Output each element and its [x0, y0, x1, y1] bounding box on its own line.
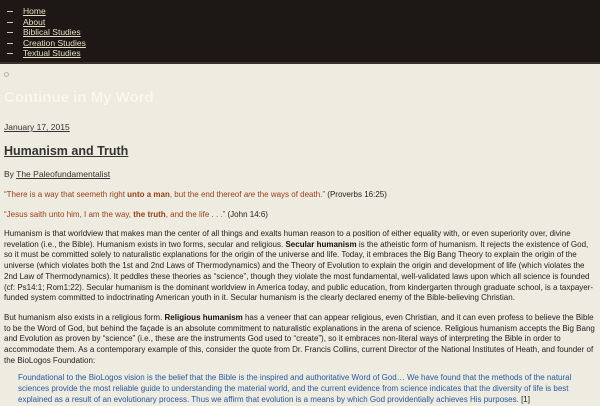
top-navigation: [0, 0, 600, 64]
verse2-part2: , and the life . . .”: [165, 210, 226, 219]
post-date[interactable]: January 17, 2015: [4, 122, 70, 132]
nav-menu: [0, 0, 600, 59]
post-title[interactable]: Humanism and Truth: [4, 144, 129, 158]
nav-link-home[interactable]: Home: [23, 6, 46, 16]
bullet-icon: [4, 72, 9, 77]
nav-item-about[interactable]: [23, 17, 600, 28]
para2-text1: But humanism also exists in a religious form.: [4, 312, 165, 322]
nav-link-creation-studies[interactable]: Creation Studies: [23, 37, 86, 48]
nav-link-about[interactable]: About: [23, 16, 46, 27]
para2-bold: Religious humanism: [164, 312, 243, 322]
nav-link-biblical-studies[interactable]: Biblical Studies: [23, 27, 81, 37]
para1-bold: Secular humanism: [285, 239, 357, 249]
verse1-italic: are: [243, 190, 256, 199]
nav-item-biblical-studies[interactable]: [23, 27, 600, 38]
nav-item-creation-studies[interactable]: [23, 38, 600, 49]
site-title[interactable]: Continue in My Word: [4, 89, 154, 106]
quote-text: Foundational to the BioLogos vision is the belief that the Bible is the inspired and authoritative Word of God… We have found that the methods of the natural sciences provide the most reliable guide to understanding the material world, and the current evidence from science indicates that the diversity of life is best explained as a result of an evolutionary process. Thus we affirm that evolution is a means by which God providentially achieves His purposes.: [18, 373, 572, 405]
blockquote-collins: [18, 373, 600, 405]
post-content: [4, 117, 596, 406]
verse1-part2: , but the end thereof: [169, 190, 244, 199]
paragraph-religious-humanism: [4, 313, 596, 367]
author-link[interactable]: The Paleofundamentalist: [16, 169, 111, 179]
para2-text2: has a veneer that can appear religious, even Christian, and it can even profess to believe the Bible to be the Word of God, but behind the façade is an absolute commitment to naturalistic explanations in the arena of science. Religious humanism accepts the Big Bang and Evolution as proven by “science” (i.e., these are the instruments God used to “create”), so it embraces non-literal ways of interpreting the Bible in order to accommodate them. As a contemporary example of this, consider the quote from Dr. Francis Collins, current Director of the National Institutes of Heath, and founder of the BioLogos Foundation:: [4, 312, 595, 365]
verse2-part1: “Jesus saith unto him, I am the way,: [4, 210, 134, 219]
para1-text1: Humanism is that worldview that makes man the center of all things and exalts human reason to a position of either equality with, or even superiority over, divine revelation (i.e., the Bible). Humanism exists in two forms, secular and religious.: [4, 229, 571, 249]
post-byline: [4, 169, 596, 180]
verse2-reference: (John 14:6): [225, 210, 268, 219]
nav-link-textual-studies[interactable]: Textual Studies: [23, 48, 81, 58]
scripture-verse-1: [4, 189, 596, 200]
footnote-ref[interactable]: [1]: [518, 395, 530, 405]
verse2-bold: the truth: [133, 210, 166, 219]
para1-text2: is the atheistic form of humanism. It rejects the existence of God, so it must be committed solely to naturalistic explanations for the origin of the universe and life. Today, it embraces the Big Bang Theory to explain the origin of the universe (which violates both the 1st and 2nd Laws of Thermodynamics) and the Theory of Evolution to explain the origin and development of life (which violates the 2nd Law of Thermodynamics). It peddles these theories as “science”, though they violate the most fundamental, well-validated laws upon which all science is founded (cf: Ps14:1; Rom1:22). Secular humanism is the dominant worldview in America today, and public education, from kindergarten through graduate school, is a taxpayer-funded system committed to indoctrinating American youth in it. Secular humanism is the clearly declared enemy of the Bible-believing Christian.: [4, 239, 594, 303]
verse1-reference: (Proverbs 16:25): [325, 190, 387, 199]
verse1-part1: “There is a way that seemeth right: [4, 190, 128, 199]
nav-item-textual-studies[interactable]: [23, 48, 600, 59]
verse1-bold: unto a man: [127, 190, 170, 199]
verse1-part3: the ways of death.”: [255, 190, 326, 199]
byline-prefix: By: [4, 169, 17, 179]
nav-item-home[interactable]: [23, 6, 600, 17]
paragraph-secular-humanism: [4, 229, 596, 304]
scripture-verse-2: [4, 209, 596, 220]
